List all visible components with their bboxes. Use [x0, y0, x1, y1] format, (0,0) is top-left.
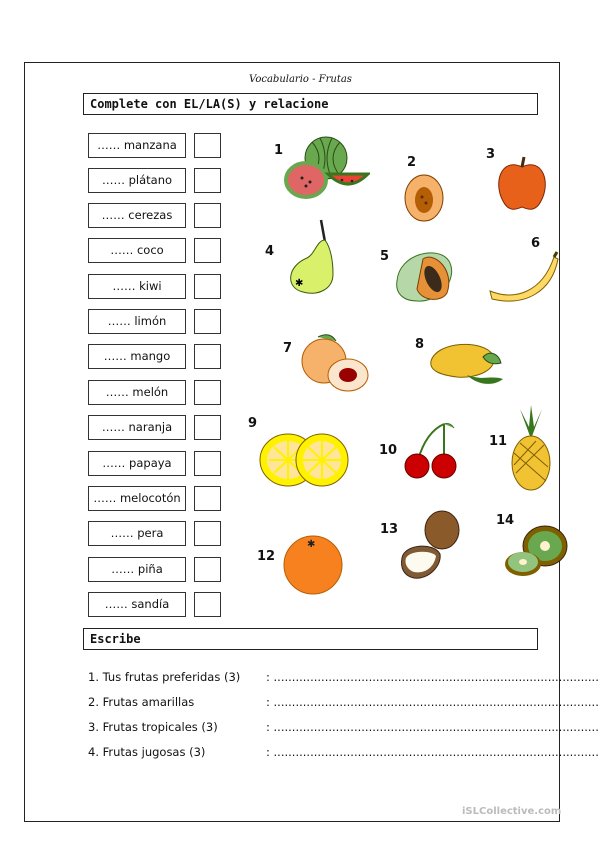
fruit-number: 7 [283, 341, 293, 356]
word-box: …… plátano [88, 168, 186, 193]
question-row [88, 670, 599, 684]
question-label: 3. Frutas tropicales (3) [88, 720, 218, 734]
answer-box[interactable] [194, 274, 221, 299]
papaya-icon [389, 241, 469, 307]
answer-line[interactable]: : ......................................................................................... [266, 695, 599, 709]
word-box: …… limón [88, 309, 186, 334]
fruit-number: 9 [248, 416, 258, 431]
cherries-icon [400, 420, 460, 480]
coconut-icon [398, 508, 464, 584]
fruit-number: 14 [496, 513, 515, 528]
section-heading-complete: Complete con EL/LA(S) y relacione [83, 93, 538, 115]
word-box: …… manzana [88, 133, 186, 158]
apple-icon [491, 155, 553, 215]
answer-box[interactable] [194, 309, 221, 334]
fruit-number: 2 [407, 155, 417, 170]
answer-box[interactable] [194, 486, 221, 511]
word-box: …… cerezas [88, 203, 186, 228]
fruit-number: 3 [486, 147, 496, 162]
question-row [88, 720, 599, 734]
word-box: …… kiwi [88, 274, 186, 299]
answer-box[interactable] [194, 592, 221, 617]
svg-text:✱: ✱ [307, 539, 316, 550]
answer-box[interactable] [194, 168, 221, 193]
word-box: …… piña [88, 557, 186, 582]
answer-line[interactable]: : ......................................................................................... [266, 745, 599, 759]
fruit-number: 12 [257, 549, 276, 564]
word-box: …… melón [88, 380, 186, 405]
answer-box[interactable] [194, 451, 221, 476]
fruit-number: 5 [380, 249, 390, 264]
svg-text:✱: ✱ [295, 278, 304, 289]
answer-box[interactable] [194, 203, 221, 228]
answer-box[interactable] [194, 415, 221, 440]
orange-icon [281, 533, 345, 597]
pineapple-icon [508, 403, 554, 493]
section-heading-write: Escribe [83, 628, 538, 650]
question-label: 1. Tus frutas preferidas (3) [88, 670, 241, 684]
answer-box[interactable] [194, 133, 221, 158]
page-title: Vocabulario - Frutas [249, 74, 352, 85]
pear-icon [281, 216, 339, 296]
fruit-number: 11 [489, 434, 508, 449]
answer-line[interactable]: : ......................................................................................... [266, 670, 599, 684]
answer-box[interactable] [194, 521, 221, 546]
word-box: …… sandía [88, 592, 186, 617]
answer-box[interactable] [194, 380, 221, 405]
word-box: …… melocotón [88, 486, 186, 511]
fruit-number: 10 [379, 443, 398, 458]
fruit-number: 1 [274, 143, 284, 158]
answer-box[interactable] [194, 557, 221, 582]
kiwi-icon [503, 522, 569, 578]
question-row [88, 695, 599, 709]
word-box: …… mango [88, 344, 186, 369]
fruit-number: 13 [380, 522, 399, 537]
question-label: 4. Frutas jugosas (3) [88, 745, 206, 759]
word-box: …… naranja [88, 415, 186, 440]
watermelon-guava-icon [284, 136, 370, 200]
lemon-icon [254, 422, 352, 492]
word-box: …… papaya [88, 451, 186, 476]
mango-icon [427, 335, 505, 389]
site-watermark: iSLCollective.com [462, 806, 562, 817]
peach-icon [300, 331, 372, 397]
fruit-number: 6 [531, 236, 541, 251]
word-box: …… pera [88, 521, 186, 546]
fruit-number: 8 [415, 337, 425, 352]
papaya-half-icon [402, 173, 446, 223]
answer-box[interactable] [194, 344, 221, 369]
word-box: …… coco [88, 238, 186, 263]
answer-box[interactable] [194, 238, 221, 263]
question-label: 2. Frutas amarillas [88, 695, 195, 709]
answer-line[interactable]: : ......................................................................................... [266, 720, 599, 734]
fruit-number: 4 [265, 244, 275, 259]
question-row [88, 745, 599, 759]
banana-icon [486, 251, 560, 303]
